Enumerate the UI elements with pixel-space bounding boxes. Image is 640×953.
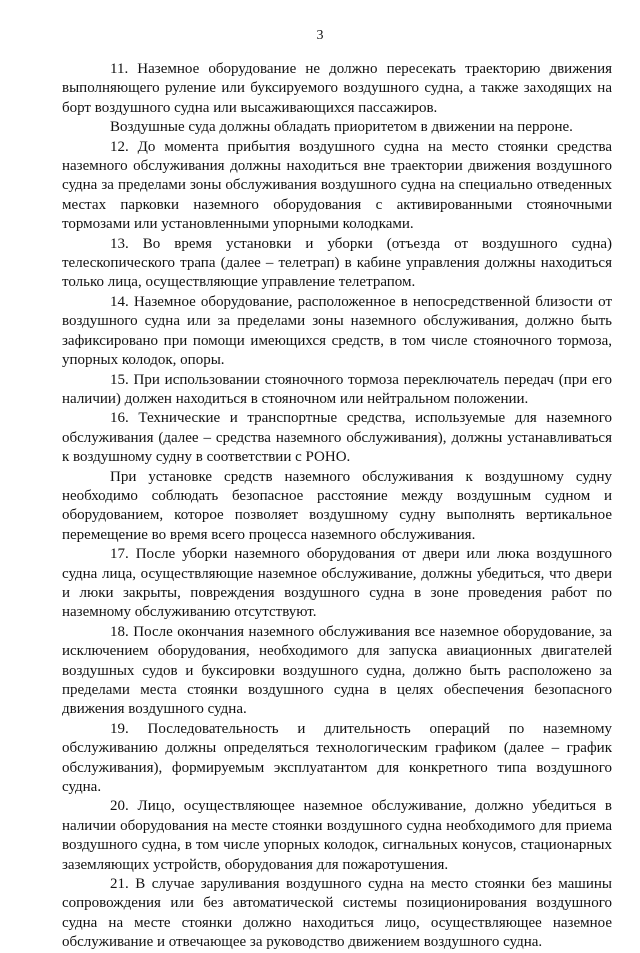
paragraph-16-continued: При установке средств наземного обслуживания к воздушному судну необходимо соблюдать безопасное расстояние между воздушным судном и оборудованием, которое позволяет воздушному судну выполнять вертикальное перемещение во время всего процесса наземного обслуживания. — [62, 468, 612, 543]
paragraph-19: 19. Последовательность и длительность операций по наземному обслуживанию должны определяться технологическим графиком (далее – график обслуживания), формируемым эксплуатантом для конкретного типа воздушного судна. — [62, 720, 612, 796]
paragraph-14: 14. Наземное оборудование, расположенное в непосредственной близости от воздушного судна или за пределами зоны наземного обслуживания, должно быть зафиксировано при помощи имеющихся средств, в том числе стояночного тормоза, упорных колодок, опоры. — [62, 293, 612, 369]
paragraph-15: 15. При использовании стояночного тормоза переключатель передач (при его наличии) должен находиться в стояночном или нейтральном положении. — [62, 371, 612, 407]
page-number: 3 — [316, 28, 324, 43]
paragraph-priority-note: Воздушные суда должны обладать приоритетом в движении на перроне. — [110, 119, 573, 136]
paragraph-12: 12. До момента прибытия воздушного судна на место стоянки средства наземного обслуживания должны находиться вне траектории движения воздушного судна за пределами зоны обслуживания воздушного судна на специально отведенных местах парковки наземного оборудования с активированными стояночными тормозами или установленными упорными колодками. — [62, 138, 612, 233]
paragraph-17: 17. После уборки наземного оборудования от двери или люка воздушного судна лица, осуществляющие наземное обслуживание, должны убедиться, что двери и люки закрыты, повреждения воздушного судна в зоне проведения работ по наземному обслуживанию отсутствуют. — [62, 546, 612, 621]
paragraph-21: 21. В случае заруливания воздушного судна на место стоянки без машины сопровождения или без автоматической системы позиционирования воздушного судна на месте стоянки должно находиться лицо, осуществляющее наземное обслуживание и отвечающее за руководство движением воздушного судна. — [62, 876, 612, 951]
paragraph-16: 16. Технические и транспортные средства, используемые для наземного обслуживания (далее – средства наземного обслуживания), должны устанавливаться к воздушному судну в соответствии с РОНО. — [62, 410, 612, 466]
paragraph-11: 11. Наземное оборудование не должно пересекать траекторию движения выполняющего руление или буксируемого воздушного судна, а также заходящих на борт воздушного судна или высаживающихся пассажиров. — [62, 61, 612, 116]
document-body — [62, 60, 612, 953]
paragraph-18: 18. После окончания наземного обслуживания все наземное оборудование, за исключением оборудования, необходимого для запуска авиационных двигателей воздушных судов и буксировки воздушного судна, должно быть расположено за пределами места стоянки воздушного судна в целях обеспечения безопасного движения воздушного судна. — [62, 623, 612, 718]
paragraph-13: 13. Во время установки и уборки (отъезда от воздушного судна) телескопического трапа (далее – телетрап) в кабине управления должны находиться только лица, осуществляющие управление телетрапом. — [62, 235, 612, 291]
paragraph-20: 20. Лицо, осуществляющее наземное обслуживание, должно убедиться в наличии оборудования на месте стоянки воздушного судна необходимого для приема воздушного судна, в том числе упорных колодок, сигнальных конусов, стационарных заземляющих устройств, оборудования для пожаротушения. — [62, 798, 612, 873]
